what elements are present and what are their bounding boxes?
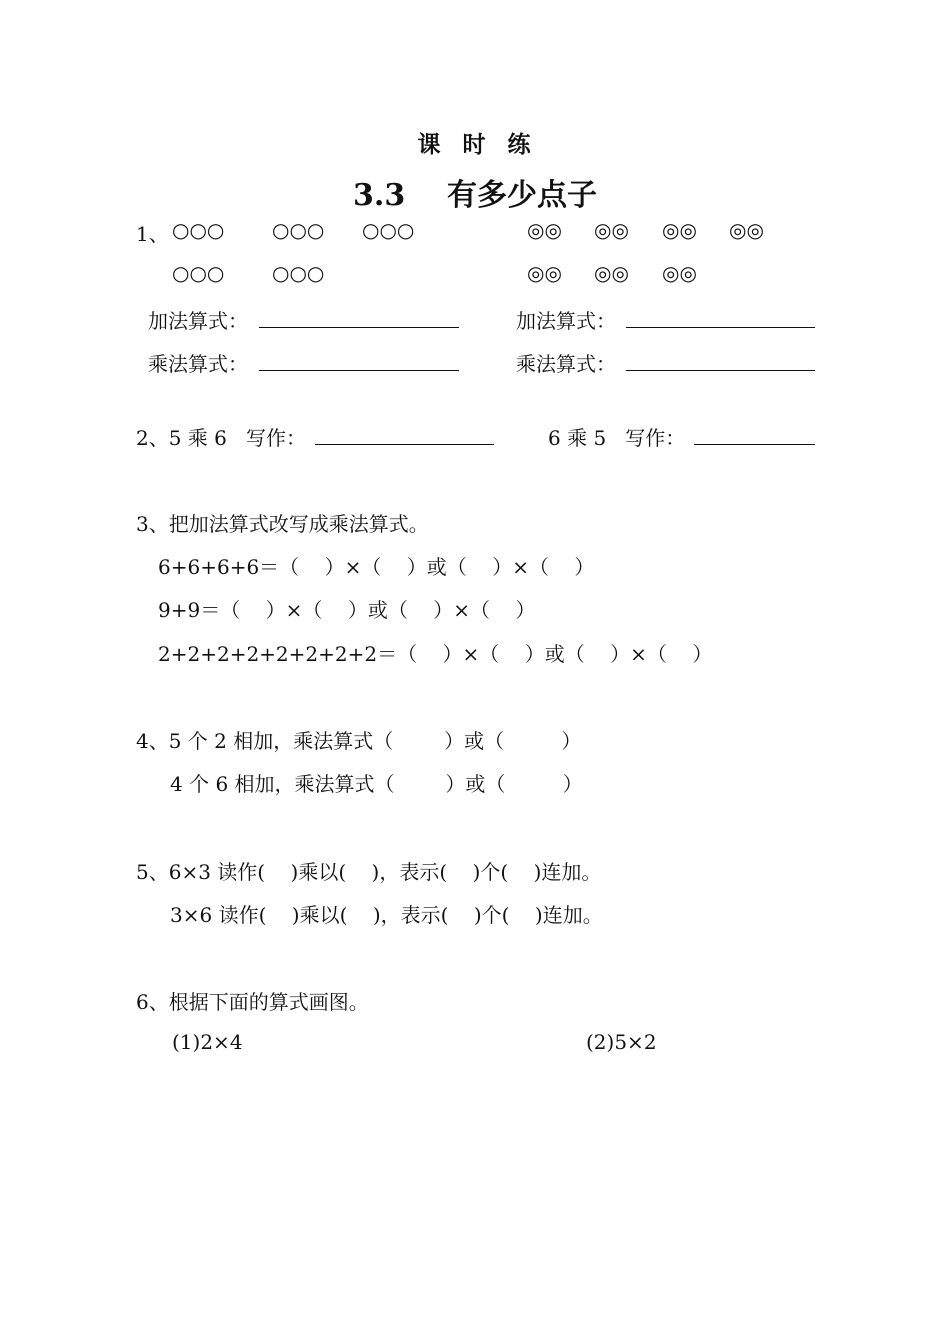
q1-circle-group-4: ○○○ <box>172 261 225 285</box>
q1-circle-group-1: ○○○ <box>172 218 225 242</box>
q1-circle-group-3: ○○○ <box>362 218 415 242</box>
q2-text-a: 2、5 乘 6 写作： <box>136 426 306 450</box>
q1-double-circle-group-1: ◎◎ <box>527 218 562 242</box>
q6-item-1: (1)2×4 <box>172 1030 243 1054</box>
q6-item-2: (2)5×2 <box>586 1030 657 1054</box>
q1-double-circle-group-7: ◎◎ <box>662 261 697 285</box>
q2-answer-line-a[interactable] <box>315 422 494 445</box>
q1-left-mul-answer-line[interactable] <box>259 348 459 371</box>
q1-right-add-label: 加法算式： <box>516 309 616 333</box>
worksheet-title: 3.3 有多少点子 <box>353 178 597 213</box>
q1-double-circle-group-6: ◎◎ <box>594 261 629 285</box>
worksheet-subtitle: 课 时 练 <box>417 131 533 158</box>
q3-title: 3、把加法算式改写成乘法算式。 <box>136 512 429 536</box>
q6-title: 6、根据下面的算式画图。 <box>136 990 369 1014</box>
q2-answer-line-b[interactable] <box>694 422 815 445</box>
q4-line-1: 4、5 个 2 相加，乘法算式（ ）或（ ） <box>136 729 582 753</box>
q2-text-b: 6 乘 5 写作： <box>548 426 686 450</box>
q5-line-2: 3×6 读作( )乘以( )，表示( )个( )连加。 <box>170 903 603 927</box>
q4-line-2: 4 个 6 相加，乘法算式（ ）或（ ） <box>170 772 583 796</box>
q1-double-circle-group-2: ◎◎ <box>594 218 629 242</box>
q1-right-mul-answer-line[interactable] <box>626 348 815 371</box>
q1-circle-group-2: ○○○ <box>272 218 325 242</box>
q1-left-add-label: 加法算式： <box>148 309 248 333</box>
q1-number: 1、 <box>136 222 169 246</box>
q1-left-add-answer-line[interactable] <box>259 305 459 328</box>
q1-left-mul-label: 乘法算式： <box>148 352 248 376</box>
q3-line-3: 2+2+2+2+2+2+2+2＝（ ）×（ ）或（ ）×（ ） <box>158 642 713 666</box>
q1-right-mul-label: 乘法算式： <box>516 352 616 376</box>
q5-line-1: 5、6×3 读作( )乘以( )，表示( )个( )连加。 <box>136 860 602 884</box>
q3-line-1: 6+6+6+6＝（ ）×（ ）或（ ）×（ ） <box>158 555 595 579</box>
q3-line-2: 9+9＝（ ）×（ ）或（ ）×（ ） <box>158 598 536 622</box>
q1-double-circle-group-4: ◎◎ <box>729 218 764 242</box>
q1-right-add-answer-line[interactable] <box>626 305 815 328</box>
q1-double-circle-group-3: ◎◎ <box>662 218 697 242</box>
q1-circle-group-5: ○○○ <box>272 261 325 285</box>
q1-double-circle-group-5: ◎◎ <box>527 261 562 285</box>
